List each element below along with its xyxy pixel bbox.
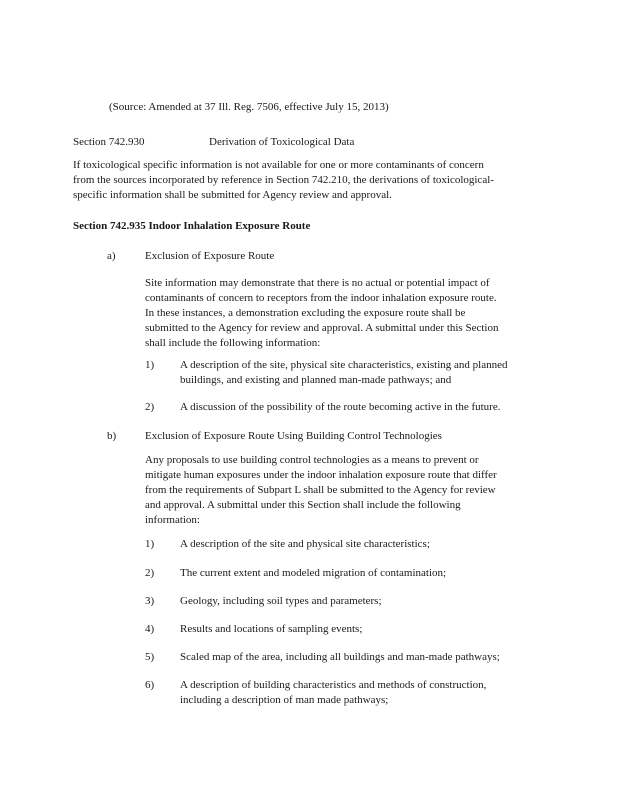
body-line: Any proposals to use building control technologies as a means to prevent or — [145, 454, 479, 466]
a-item-1-number: 1) — [145, 359, 155, 371]
section-930-title: Derivation of Toxicological Data — [209, 136, 355, 148]
body-line: In these instances, a demonstration excluding the exposure route shall be — [145, 307, 466, 319]
subsection-a-title: Exclusion of Exposure Route — [145, 250, 275, 262]
b-item-5-line: Scaled map of the area, including all buildings and man-made pathways; — [180, 651, 500, 663]
b-item-4-number: 4) — [145, 623, 155, 635]
a-item-1-line: A description of the site, physical site characteristics, existing and planned — [180, 359, 508, 371]
body-line: information: — [145, 514, 200, 526]
b-item-3-line: Geology, including soil types and parameters; — [180, 595, 382, 607]
section-930-number: Section 742.930 — [73, 136, 145, 148]
subsection-a-label: a) — [107, 250, 116, 262]
body-line: shall include the following information: — [145, 337, 321, 349]
section-935-heading: Section 742.935 Indoor Inhalation Exposure Route — [73, 220, 311, 232]
body-line: from the sources incorporated by reference in Section 742.210, the derivations of toxicological- — [73, 174, 494, 186]
a-item-1-line: buildings, and existing and planned man-made pathways; and — [180, 374, 452, 386]
b-item-2-number: 2) — [145, 567, 155, 579]
body-line: If toxicological specific information is not available for one or more contaminants of concern — [73, 159, 484, 171]
b-item-4-line: Results and locations of sampling events; — [180, 623, 363, 635]
body-line: submitted to the Agency for review and approval. A submittal under this Section — [145, 322, 499, 334]
a-item-2-line: A discussion of the possibility of the route becoming active in the future. — [180, 401, 501, 413]
b-item-6-number: 6) — [145, 679, 155, 691]
b-item-1-number: 1) — [145, 538, 155, 550]
body-line: contaminants of concern to receptors from the indoor inhalation exposure route. — [145, 292, 497, 304]
body-line: and approval. A submittal under this Section shall include the following — [145, 499, 461, 511]
body-line: mitigate human exposures under the indoor inhalation exposure route that differ — [145, 469, 497, 481]
subsection-b-label: b) — [107, 430, 117, 442]
b-item-5-number: 5) — [145, 651, 155, 663]
body-line: Site information may demonstrate that there is no actual or potential impact of — [145, 277, 490, 289]
body-line: from the requirements of Subpart L shall be submitted to the Agency for review — [145, 484, 496, 496]
b-item-2-line: The current extent and modeled migration of contamination; — [180, 567, 447, 579]
a-item-2-number: 2) — [145, 401, 155, 413]
subsection-b-title: Exclusion of Exposure Route Using Building Control Technologies — [145, 430, 442, 442]
source-note: (Source: Amended at 37 Ill. Reg. 7506, effective July 15, 2013) — [109, 101, 389, 113]
b-item-3-number: 3) — [145, 595, 155, 607]
body-line: specific information shall be submitted for Agency review and approval. — [73, 189, 392, 201]
b-item-1-line: A description of the site and physical site characteristics; — [180, 538, 430, 550]
b-item-6-line: A description of building characteristics and methods of construction, — [180, 679, 487, 691]
b-item-6-line: including a description of man made pathways; — [180, 694, 389, 706]
